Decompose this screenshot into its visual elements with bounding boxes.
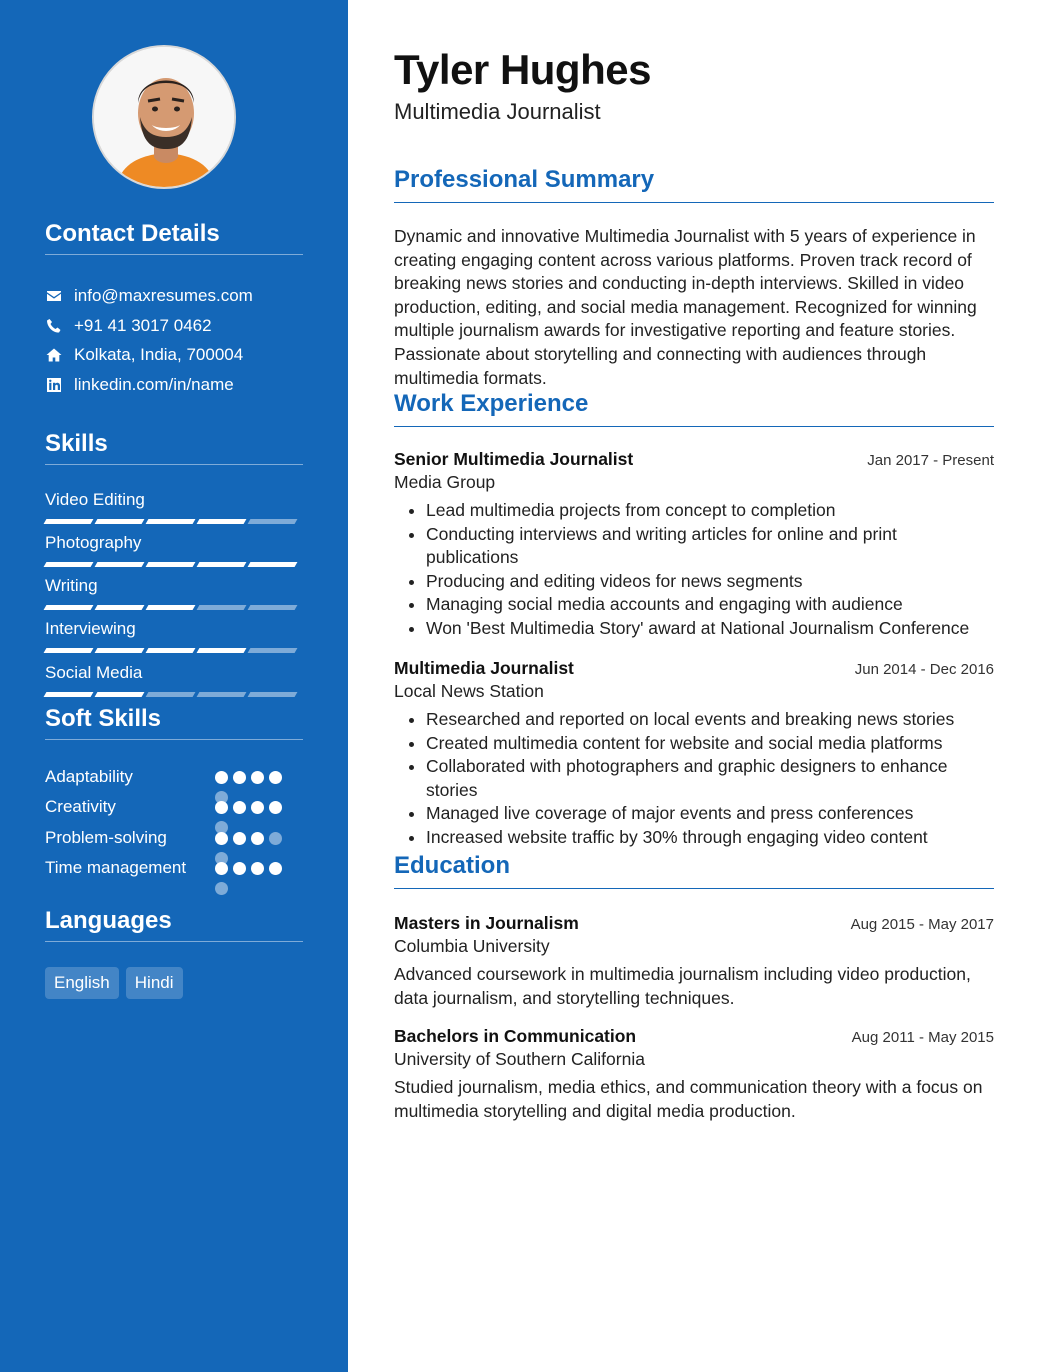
contact-linkedin[interactable] [45,374,303,396]
job-bullet: • Increased website traffic by 30% through engaging video content [426,826,994,850]
soft-skill-level-dot [233,832,246,845]
soft-skill-level-dot [215,832,228,845]
skill-level-bars [45,519,303,524]
skill-name: Video Editing [45,490,145,509]
soft-skill-level-dot [233,771,246,784]
job-date: Jun 2014 - Dec 2016 [854,661,994,678]
contact-address [45,344,303,366]
education-heading: Education [394,852,994,889]
degree-title: Bachelors in Communication [394,1026,637,1046]
skill-name: Writing [45,576,98,595]
degree-title: Masters in Journalism [394,913,579,933]
job-bullet: • Conducting interviews and writing articles for online and print publications [426,523,994,570]
soft-skill-level-dot [215,771,228,784]
degree-description: Studied journalism, media ethics, and communication theory with a focus on multimedia storytelling and digital media production. [394,1077,983,1121]
skill-level-segment [44,562,94,567]
experience-entry [394,449,994,641]
skill-level-bars [45,692,303,697]
languages-heading: Languages [45,907,303,942]
skill-name: Social Media [45,663,143,682]
soft-skill-name: Adaptability [45,767,133,786]
candidate-title: Multimedia Journalist [394,99,601,124]
contact-heading: Contact Details [45,220,303,255]
job-bullet: • Managed live coverage of major events and press conferences [426,802,994,826]
soft-skill-level-dot [269,801,282,814]
skill-level-segment [44,648,94,653]
degree-date: Aug 2011 - May 2015 [851,1029,994,1046]
skill-level-segment [248,692,298,697]
skill-level-segment [44,692,94,697]
soft-skill-level-dot [215,801,228,814]
profile-photo [92,45,236,189]
skill-level-bars [45,562,303,567]
language-chip: Hindi [126,967,183,999]
soft-skill-level-dot [269,832,282,845]
soft-skill-level-dot [269,771,282,784]
job-bullet: • Created multimedia content for website and social media platforms [426,732,994,756]
skill-level-segment [95,692,145,697]
contact-linkedin-text: linkedin.com/in/name [74,375,234,394]
skill-level-segment [44,605,94,610]
degree-school: University of Southern California [394,1049,645,1069]
contact-email[interactable] [45,285,303,307]
job-bullets [394,708,994,850]
job-date: Jan 2017 - Present [867,452,994,469]
skill-level-segment [44,519,94,524]
skill-level-bars [45,605,303,610]
job-company: Local News Station [394,681,544,701]
skill-level-segment [248,648,298,653]
skill-level-segment [95,519,145,524]
job-bullet: • Researched and reported on local events and breaking news stories [426,708,994,732]
skill-level-segment [146,562,196,567]
job-bullet: • Won 'Best Multimedia Story' award at National Journalism Conference [426,617,994,641]
candidate-name: Tyler Hughes [394,46,651,93]
soft-skill-level-dot [251,832,264,845]
skills-heading: Skills [45,430,303,465]
skill-level-segment [95,648,145,653]
degree-date: Aug 2015 - May 2017 [850,916,994,933]
soft-skill-level-dot [251,771,264,784]
home-icon [45,346,63,364]
soft-skill-level-dot [269,862,282,875]
job-bullet: • Producing and editing videos for news segments [426,570,994,594]
skill-item [45,576,303,610]
job-company: Media Group [394,472,496,492]
soft-skill-level-dot [233,862,246,875]
skill-level-segment [248,605,298,610]
experience-entry [394,658,994,850]
sidebar [0,0,348,1372]
contact-phone-text: +91 41 3017 0462 [74,316,212,335]
job-title: Multimedia Journalist [394,658,574,678]
degree-school: Columbia University [394,936,550,956]
skill-level-segment [95,562,145,567]
skill-level-segment [197,562,247,567]
skill-level-bars [45,648,303,653]
skill-level-segment [197,605,247,610]
skill-level-segment [95,605,145,610]
skill-level-segment [146,648,196,653]
contact-phone[interactable] [45,315,303,337]
summary-heading: Professional Summary [394,166,994,203]
soft-skill-level-dot [233,801,246,814]
soft-skill-level-dots [215,856,287,895]
linkedin-icon [45,376,63,394]
skill-level-segment [248,562,298,567]
language-chip: English [45,967,119,999]
degree-description: Advanced coursework in multimedia journalism including video production, data journalism, and storytelling techniques. [394,964,971,1008]
job-bullets [394,499,994,641]
skill-level-segment [197,648,247,653]
skill-level-segment [197,692,247,697]
skill-level-segment [197,519,247,524]
skill-name: Photography [45,533,142,552]
soft-skill-level-dot [251,862,264,875]
languages-list [45,967,183,999]
soft-skills-heading: Soft Skills [45,705,303,740]
soft-skill-level-dot [215,862,228,875]
skill-level-segment [248,519,298,524]
education-entry [394,1026,994,1123]
skill-item [45,619,303,653]
soft-skill-name: Time management [45,858,187,877]
job-bullet: • Lead multimedia projects from concept to completion [426,499,994,523]
skill-level-segment [146,519,196,524]
soft-skills-section [45,705,303,877]
summary-text: Dynamic and innovative Multimedia Journalist with 5 years of experience in creating engaging content across various platforms. Proven track record of breaking news stories and conducting in-depth interviews. Skilled in video production, editing, and social media management. Recognized for winning multiple journalism awards for investigative reporting and feature stories. Passionate about storytelling and connecting with audiences through multimedia formats. [394,226,977,388]
skill-item [45,490,303,524]
job-bullet: • Collaborated with photographers and graphic designers to enhance stories [426,755,994,802]
skill-item [45,533,303,567]
envelope-icon [45,287,63,305]
experience-heading: Work Experience [394,390,994,427]
education-entry [394,913,994,1010]
person-photo-icon [94,47,236,189]
soft-skill-name: Problem-solving [45,828,167,847]
job-title: Senior Multimedia Journalist [394,449,634,469]
languages-section [45,907,303,992]
skill-level-segment [146,605,196,610]
skills-section [45,430,303,682]
phone-icon [45,317,63,335]
skill-name: Interviewing [45,619,136,638]
skill-level-segment [146,692,196,697]
contact-section [45,220,303,394]
soft-skill-item [45,856,303,895]
soft-skill-level-dot [251,801,264,814]
contact-email-text: info@maxresumes.com [74,286,253,305]
job-bullet: • Managing social media accounts and engaging with audience [426,593,994,617]
skill-item [45,663,303,697]
soft-skill-level-dot [215,882,228,895]
contact-address-text: Kolkata, India, 700004 [74,345,244,364]
soft-skill-name: Creativity [45,797,116,816]
